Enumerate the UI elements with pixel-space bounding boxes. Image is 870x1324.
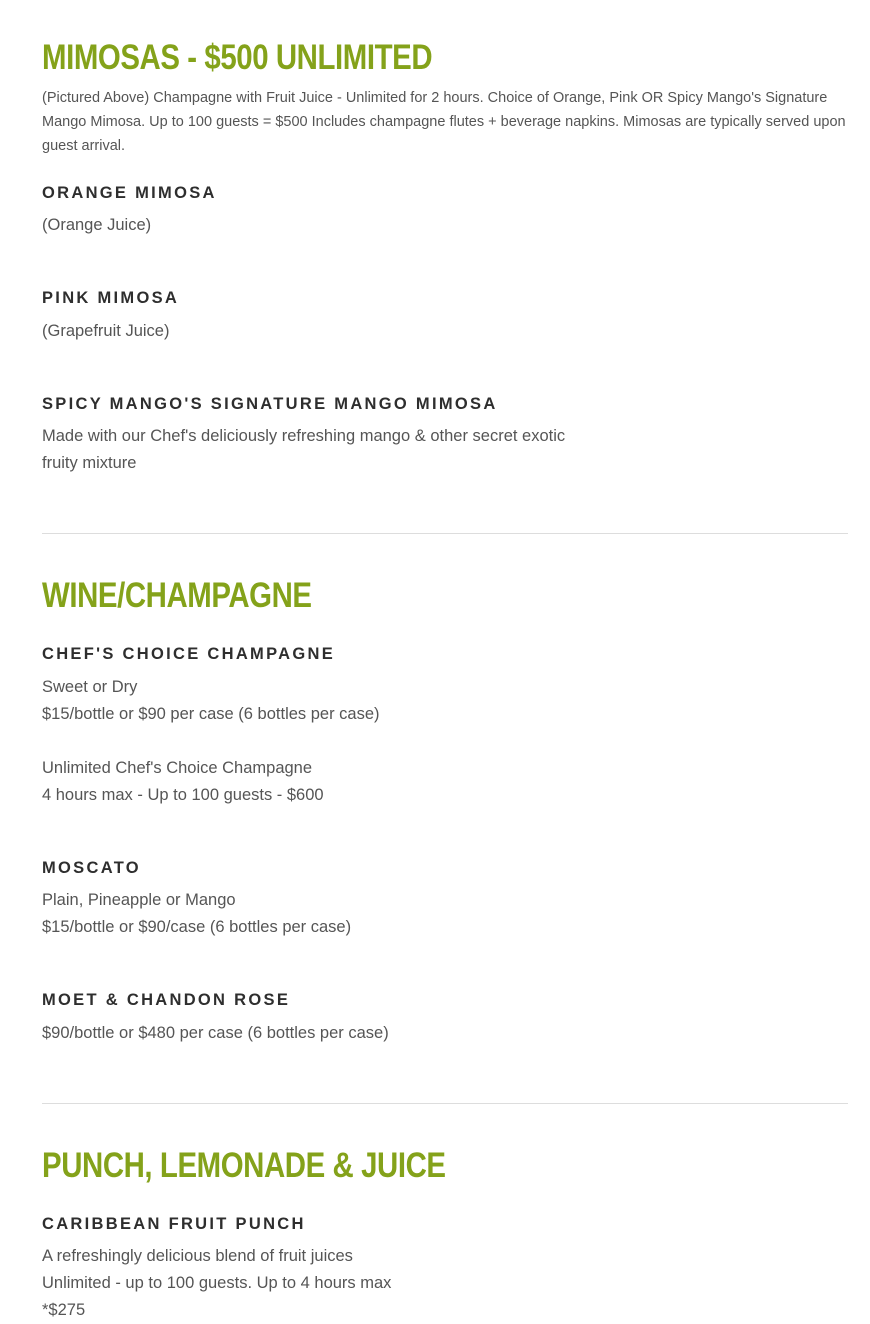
item-name-pink-mimosa: PINK MIMOSA (42, 289, 180, 307)
section-title-mimosas: MIMOSAS - $500 UNLIMITED (42, 38, 433, 77)
item-name-chefs-choice-champagne: CHEF'S CHOICE CHAMPAGNE (42, 645, 336, 663)
item-desc-moscato: Plain, Pineapple or Mango $15/bottle or $90/case (6 bottles per case) (42, 891, 352, 936)
item-name-moscato: MOSCATO (42, 859, 141, 877)
section-title-wine-champagne: WINE/CHAMPAGNE (42, 576, 312, 615)
item-name-orange-mimosa: ORANGE MIMOSA (42, 184, 217, 202)
item-desc-chefs-choice-champagne: Sweet or Dry $15/bottle or $90 per case (6 bottles per case) Unlimited Chef's Choice Champagne 4 hours max - Up to 100 guests - $600 (42, 678, 380, 804)
section-title-punch-lemonade-juice: PUNCH, LEMONADE & JUICE (42, 1146, 446, 1185)
item-desc-moet-chandon-rose: $90/bottle or $480 per case (6 bottles per case) (42, 1024, 389, 1042)
item-name-moet-chandon-rose: MOET & CHANDON ROSE (42, 991, 291, 1009)
section-divider (42, 1103, 848, 1104)
section-divider (42, 533, 848, 534)
item-desc-orange-mimosa: (Orange Juice) (42, 216, 152, 234)
section-intro-mimosas: (Pictured Above) Champagne with Fruit Juice - Unlimited for 2 hours. Choice of Orange, Pink OR Spicy Mango's Signature Mango Mimosa. Up to 100 guests = $500 Includes champagne flutes + beverage napkins. Mimosas are typically served upon guest arrival. (42, 90, 846, 154)
item-desc-caribbean-fruit-punch: A refreshingly delicious blend of fruit juices Unlimited - up to 100 guests. Up to 4 hours max *$275 (42, 1247, 392, 1319)
item-desc-mango-mimosa: Made with our Chef's deliciously refreshing mango & other secret exotic fruity mixture (42, 427, 566, 472)
item-name-caribbean-fruit-punch: CARIBBEAN FRUIT PUNCH (42, 1215, 306, 1233)
item-desc-pink-mimosa: (Grapefruit Juice) (42, 322, 170, 340)
item-name-mango-mimosa: SPICY MANGO'S SIGNATURE MANGO MIMOSA (42, 395, 498, 413)
